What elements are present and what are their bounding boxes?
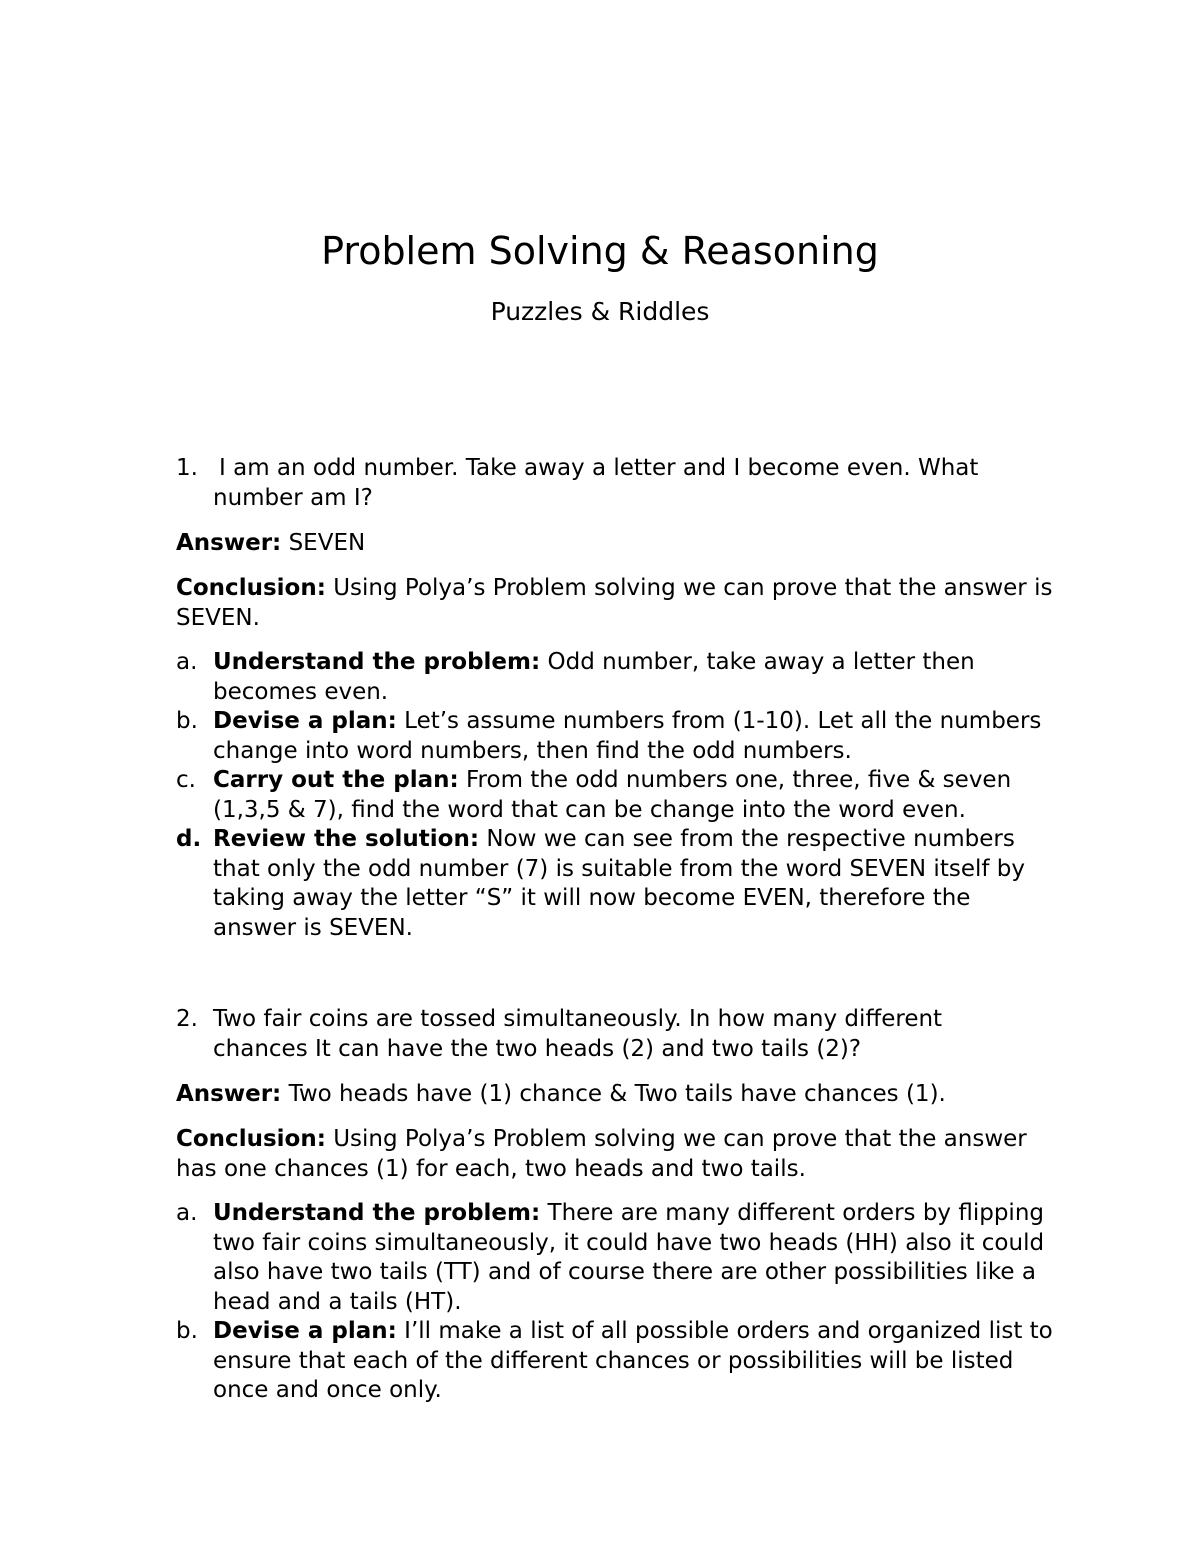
- question-2: [176, 1005, 1033, 1064]
- list-marker: b.: [176, 1318, 198, 1344]
- question-text: I am an odd number. Take away a letter and I become even. What number am I?: [213, 455, 979, 511]
- question-text: Two fair coins are tossed simultaneously. In how many different chances It can have the two heads (2) and two tails (2)?: [213, 1006, 943, 1062]
- list-item: [176, 648, 1056, 707]
- list-item: [176, 707, 1056, 766]
- list-marker: a.: [176, 1200, 198, 1226]
- step-label: Devise a plan:: [213, 708, 397, 734]
- answer-text: Two heads have (1) chance & Two tails have chances (1).: [281, 1081, 946, 1107]
- page-subtitle: Puzzles & Riddles: [490, 297, 710, 326]
- steps-list-1: [176, 648, 1056, 943]
- question-number: 1.: [176, 455, 198, 481]
- conclusion-1: [176, 574, 1056, 633]
- step-text: I’ll make a list of all possible orders and organized list to ensure that each of the different chances or possibilities will be listed once and once only.: [213, 1318, 1053, 1403]
- step-label: Review the solution:: [213, 826, 480, 852]
- answer-1: [176, 529, 1056, 559]
- step-label: Understand the problem:: [213, 649, 541, 675]
- conclusion-label: Conclusion:: [176, 1126, 326, 1152]
- list-item: [176, 825, 1056, 943]
- list-item: [176, 766, 1056, 825]
- conclusion-text: Using Polya’s Problem solving we can prove that the answer has one chances (1) for each, two heads and two tails.: [176, 1126, 1027, 1182]
- step-text: Now we can see from the respective numbers that only the odd number (7) is suitable from the word SEVEN itself by taking away the letter “S” it will now become EVEN, therefore the answer is SEVEN.: [213, 826, 1025, 941]
- list-item: [176, 1317, 1056, 1406]
- answer-2: [176, 1080, 1056, 1110]
- answer-label: Answer:: [176, 1081, 282, 1107]
- conclusion-text: Using Polya’s Problem solving we can prove that the answer is SEVEN.: [176, 575, 1053, 631]
- step-text: There are many different orders by flipping two fair coins simultaneously, it could have two heads (HH) also it could also have two tails (TT) and of course there are other possibilities like a head and a tails (HT).: [213, 1200, 1045, 1315]
- list-marker: b.: [176, 708, 198, 734]
- step-text: Odd number, take away a letter then becomes even.: [213, 649, 975, 705]
- steps-list-2: [176, 1199, 1056, 1406]
- step-text: Let’s assume numbers from (1-10). Let all the numbers change into word numbers, then find the odd numbers.: [213, 708, 1042, 764]
- page-title: Problem Solving & Reasoning: [321, 229, 879, 273]
- answer-label: Answer:: [176, 530, 282, 556]
- question-1: [176, 454, 1033, 513]
- list-item: [176, 1199, 1056, 1317]
- list-marker: c.: [176, 767, 196, 793]
- question-number: 2.: [176, 1006, 198, 1032]
- step-text: From the odd numbers one, three, five & seven (1,3,5 & 7), find the word that can be change into the word even.: [213, 767, 1012, 823]
- conclusion-2: [176, 1125, 1056, 1184]
- answer-text: SEVEN: [281, 530, 366, 556]
- list-marker: a.: [176, 649, 198, 675]
- step-label: Devise a plan:: [213, 1318, 397, 1344]
- step-label: Carry out the plan:: [213, 767, 459, 793]
- conclusion-label: Conclusion:: [176, 575, 326, 601]
- list-marker: d.: [176, 826, 202, 852]
- step-label: Understand the problem:: [213, 1200, 541, 1226]
